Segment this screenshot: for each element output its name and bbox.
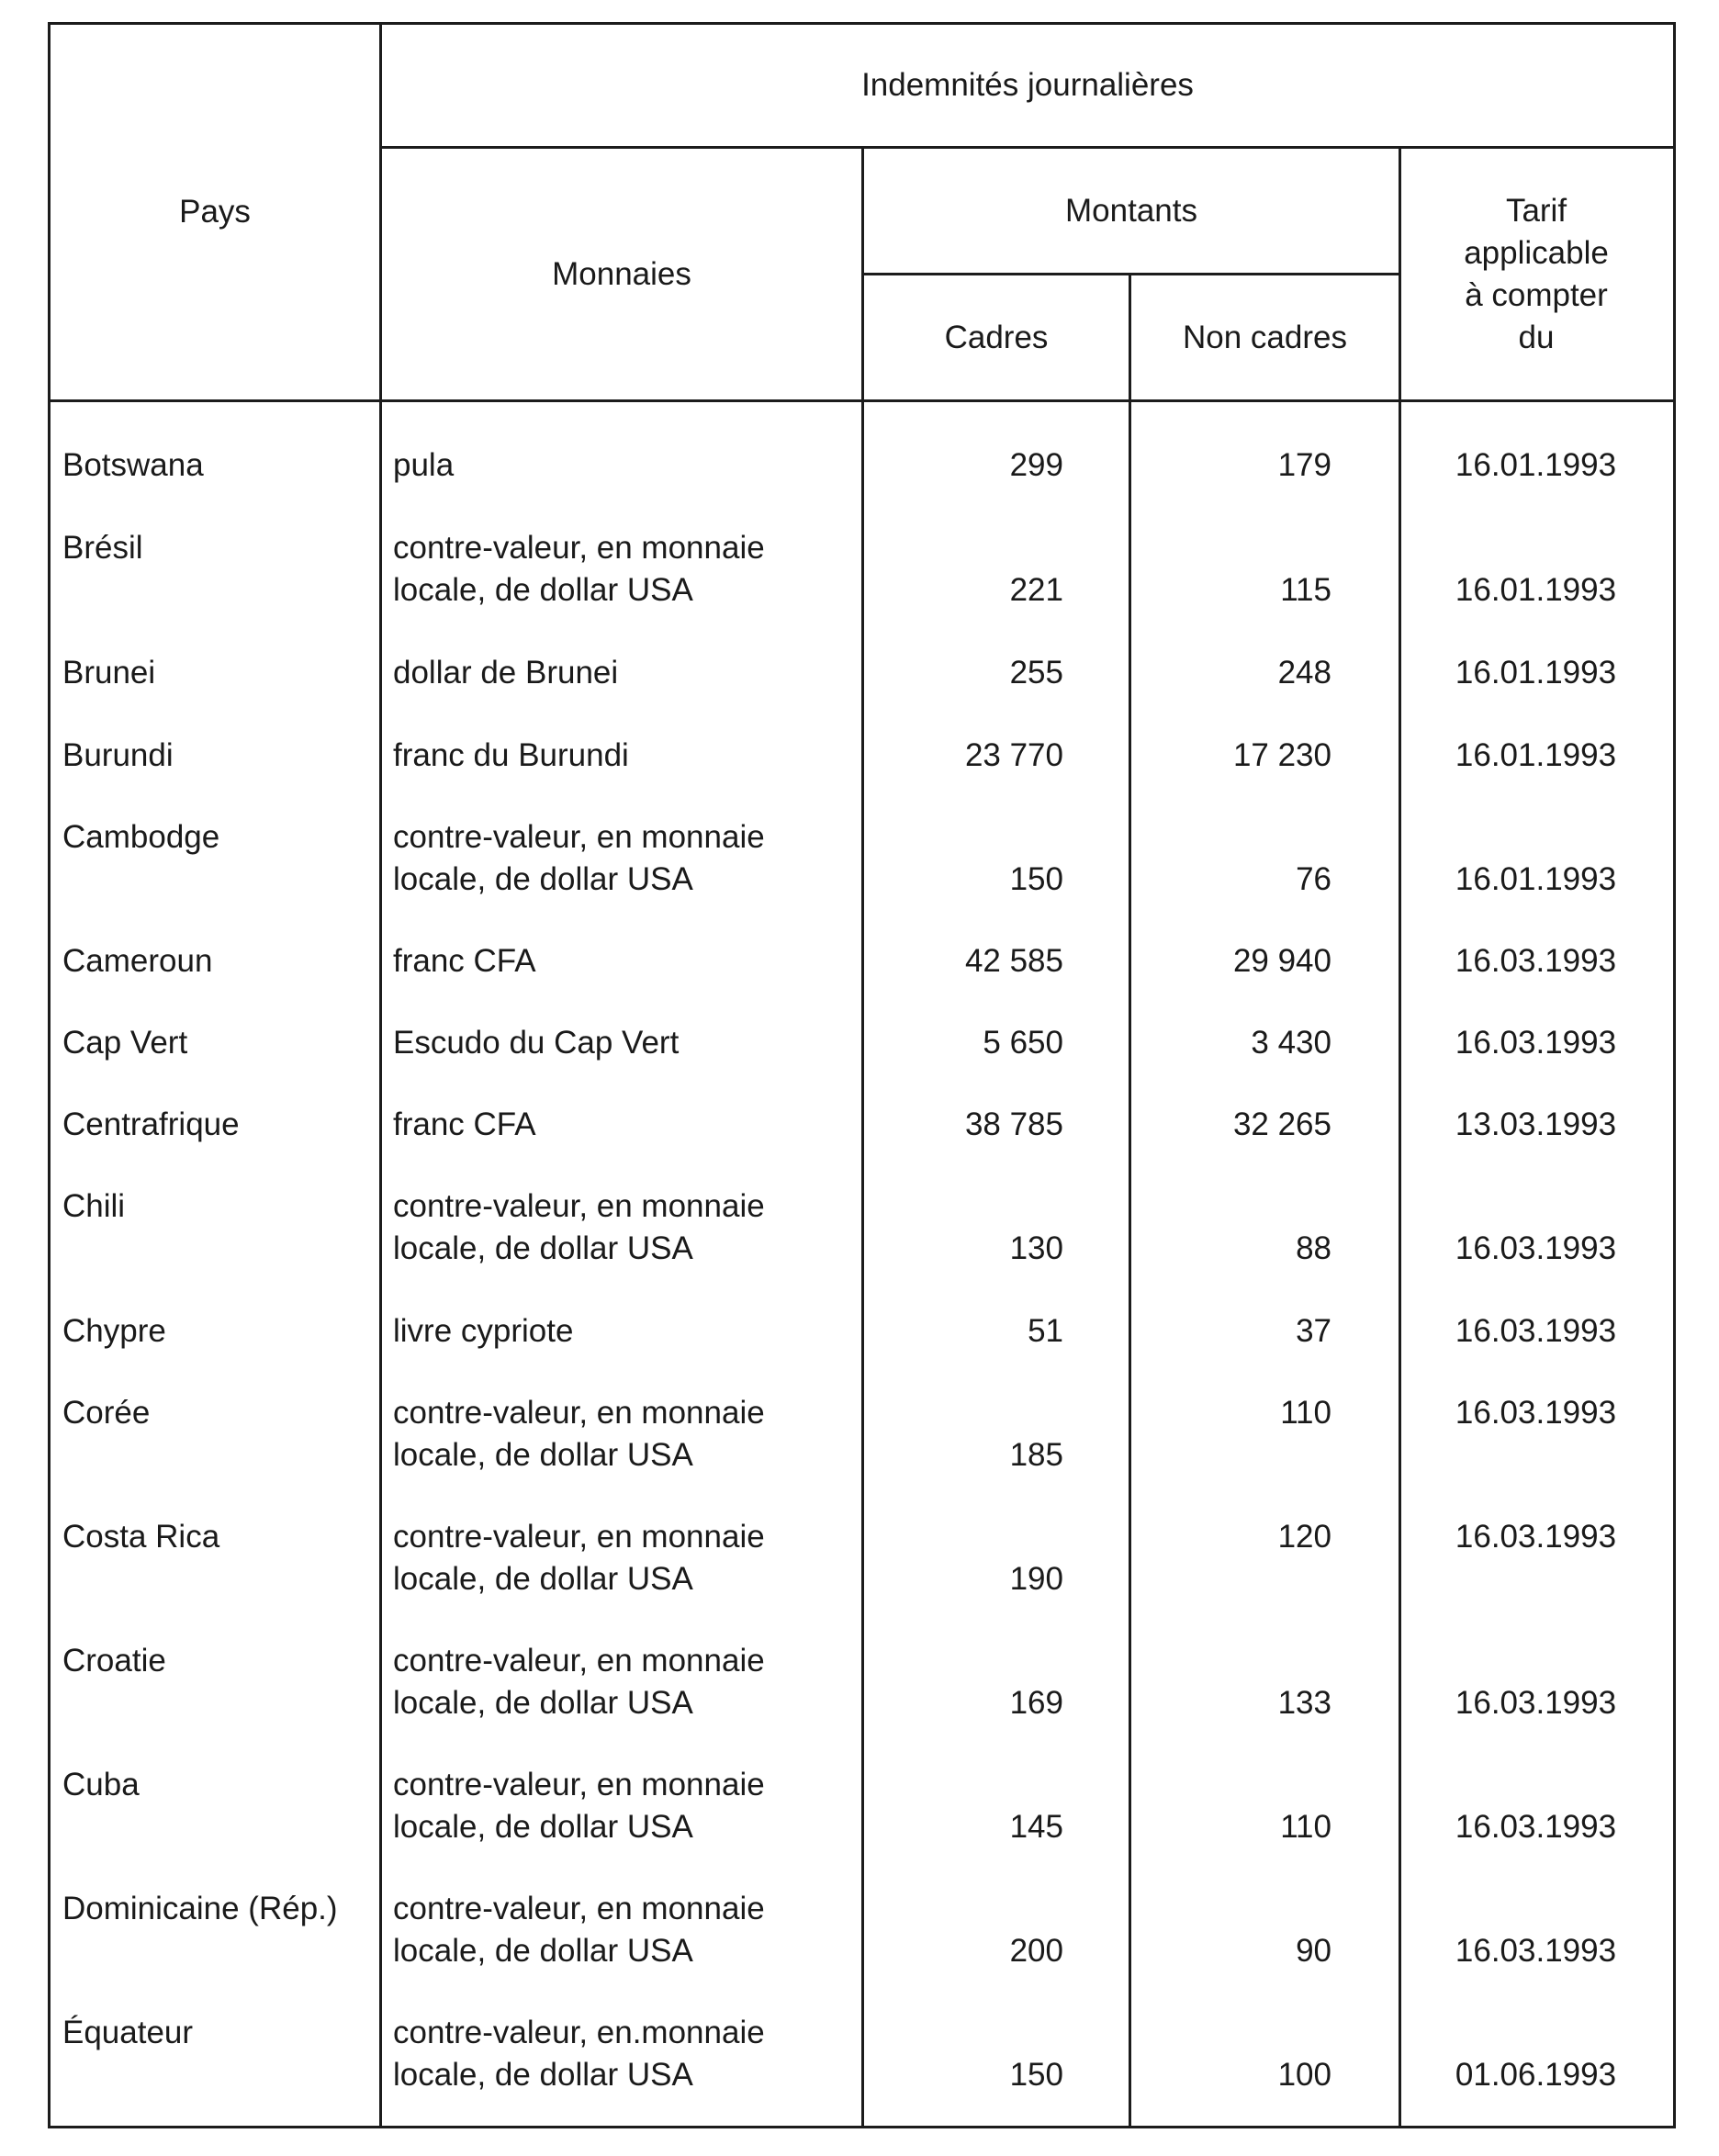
cell-date: 16.03.1993 <box>1455 943 1617 979</box>
cell-non-cadres: 110 <box>1280 1395 1331 1431</box>
column-divider <box>1399 148 1401 2128</box>
cell-country: Cuba <box>62 1767 140 1802</box>
cell-currency: Escudo du Cap Vert <box>393 1025 680 1061</box>
cell-currency: dollar de Brunei <box>393 655 619 691</box>
cell-cadres: 38 785 <box>964 1106 1063 1142</box>
cell-currency: contre-valeur, en monnaie <box>393 1643 765 1679</box>
cell-cadres: 221 <box>1009 572 1063 608</box>
cell-currency: locale, de dollar USA <box>393 1685 693 1721</box>
cell-cadres: 145 <box>1009 1809 1063 1845</box>
cell-currency: contre-valeur, en monnaie <box>393 1767 765 1802</box>
cell-non-cadres: 179 <box>1277 447 1331 483</box>
header-currencies: Monnaies <box>552 255 691 292</box>
cell-date: 16.03.1993 <box>1455 1313 1617 1349</box>
header-rate-date <box>1451 149 1622 399</box>
cell-country: Dominicaine (Rép.) <box>62 1891 338 1926</box>
cell-cadres: 130 <box>1009 1230 1063 1266</box>
cell-currency: franc du Burundi <box>393 737 629 773</box>
header-daily-allowances: Indemnités journalières <box>861 67 1194 103</box>
cell-country: Brésil <box>62 530 143 566</box>
cell-currency: locale, de dollar USA <box>393 572 693 608</box>
cell-cadres: 169 <box>1009 1685 1063 1721</box>
header-amounts: Montants <box>1065 192 1197 229</box>
cell-non-cadres: 110 <box>1280 1809 1331 1845</box>
header-country: Pays <box>179 194 251 230</box>
cell-currency: contre-valeur, en monnaie <box>393 1188 765 1224</box>
cell-non-cadres: 17 230 <box>1232 737 1331 773</box>
cell-currency: franc CFA <box>393 1106 536 1142</box>
cell-non-cadres: 88 <box>1296 1230 1331 1266</box>
cell-date: 16.01.1993 <box>1455 655 1617 691</box>
header-non-executives: Non cadres <box>1183 319 1347 355</box>
cell-country: Centrafrique <box>62 1106 240 1142</box>
cell-non-cadres: 29 940 <box>1232 943 1331 979</box>
header-bottom-rule <box>48 399 1676 402</box>
cell-date: 16.03.1993 <box>1455 1685 1617 1721</box>
cell-country: Brunei <box>62 655 156 691</box>
cell-cadres: 5 650 <box>983 1025 1063 1061</box>
cell-country: Cambodge <box>62 819 220 855</box>
cell-cadres: 150 <box>1009 861 1063 897</box>
header-executives: Cadres <box>944 319 1049 355</box>
cell-currency: contre-valeur, en monnaie <box>393 530 765 566</box>
cell-currency: locale, de dollar USA <box>393 1809 693 1845</box>
cell-non-cadres: 115 <box>1280 572 1331 608</box>
cell-cadres: 51 <box>1028 1313 1063 1349</box>
cell-country: Croatie <box>62 1643 166 1679</box>
cell-cadres: 185 <box>1009 1437 1063 1473</box>
cell-date: 16.03.1993 <box>1455 1809 1617 1845</box>
cell-date: 16.03.1993 <box>1455 1519 1617 1555</box>
cell-cadres: 200 <box>1009 1933 1063 1969</box>
cell-non-cadres: 100 <box>1277 2057 1331 2093</box>
cell-country: Chili <box>62 1188 126 1224</box>
cell-country: Costa Rica <box>62 1519 220 1555</box>
cell-non-cadres: 90 <box>1296 1933 1331 1969</box>
cell-date: 16.03.1993 <box>1455 1395 1617 1431</box>
cell-country: Cameroun <box>62 943 213 979</box>
cell-currency: locale, de dollar USA <box>393 1933 693 1969</box>
cell-date: 16.01.1993 <box>1455 447 1617 483</box>
cell-non-cadres: 120 <box>1277 1519 1331 1555</box>
cell-currency: contre-valeur, en monnaie <box>393 1891 765 1926</box>
column-divider <box>861 148 864 2128</box>
cell-currency: contre-valeur, en monnaie <box>393 1519 765 1555</box>
cell-date: 16.01.1993 <box>1455 572 1617 608</box>
column-divider <box>1129 275 1131 2128</box>
cell-currency: contre-valeur, en monnaie <box>393 819 765 855</box>
cell-currency: livre cypriote <box>393 1313 574 1349</box>
cell-currency: pula <box>393 447 455 483</box>
cell-cadres: 42 585 <box>964 943 1063 979</box>
cell-currency: locale, de dollar USA <box>393 1561 693 1597</box>
cell-date: 01.06.1993 <box>1455 2057 1617 2093</box>
cell-date: 16.03.1993 <box>1455 1230 1617 1266</box>
header-rate-date-text: Tarif applicable à compter du <box>1464 192 1609 355</box>
cell-country: Cap Vert <box>62 1025 188 1061</box>
cell-country: Corée <box>62 1395 151 1431</box>
cell-cadres: 150 <box>1009 2057 1063 2093</box>
cell-cadres: 190 <box>1009 1561 1063 1597</box>
cell-date: 13.03.1993 <box>1455 1106 1617 1142</box>
cell-currency: franc CFA <box>393 943 536 979</box>
cell-non-cadres: 133 <box>1277 1685 1331 1721</box>
cell-non-cadres: 248 <box>1277 655 1331 691</box>
cell-non-cadres: 3 430 <box>1251 1025 1331 1061</box>
cell-non-cadres: 76 <box>1296 861 1331 897</box>
cell-date: 16.01.1993 <box>1455 861 1617 897</box>
cell-date: 16.03.1993 <box>1455 1933 1617 1969</box>
cell-date: 16.03.1993 <box>1455 1025 1617 1061</box>
cell-currency: locale, de dollar USA <box>393 1437 693 1473</box>
cell-cadres: 299 <box>1009 447 1063 483</box>
cell-country: Botswana <box>62 447 204 483</box>
cell-country: Équateur <box>62 2015 194 2050</box>
cell-cadres: 255 <box>1009 655 1063 691</box>
cell-currency: contre-valeur, en monnaie <box>393 1395 765 1431</box>
cell-currency: locale, de dollar USA <box>393 861 693 897</box>
cell-date: 16.01.1993 <box>1455 737 1617 773</box>
cell-currency: locale, de dollar USA <box>393 1230 693 1266</box>
cell-country: Chypre <box>62 1313 166 1349</box>
cell-non-cadres: 32 265 <box>1232 1106 1331 1142</box>
cell-country: Burundi <box>62 737 174 773</box>
cell-currency: contre-valeur, en.monnaie <box>393 2015 765 2050</box>
cell-non-cadres: 37 <box>1296 1313 1331 1349</box>
cell-cadres: 23 770 <box>964 737 1063 773</box>
cell-currency: locale, de dollar USA <box>393 2057 693 2093</box>
